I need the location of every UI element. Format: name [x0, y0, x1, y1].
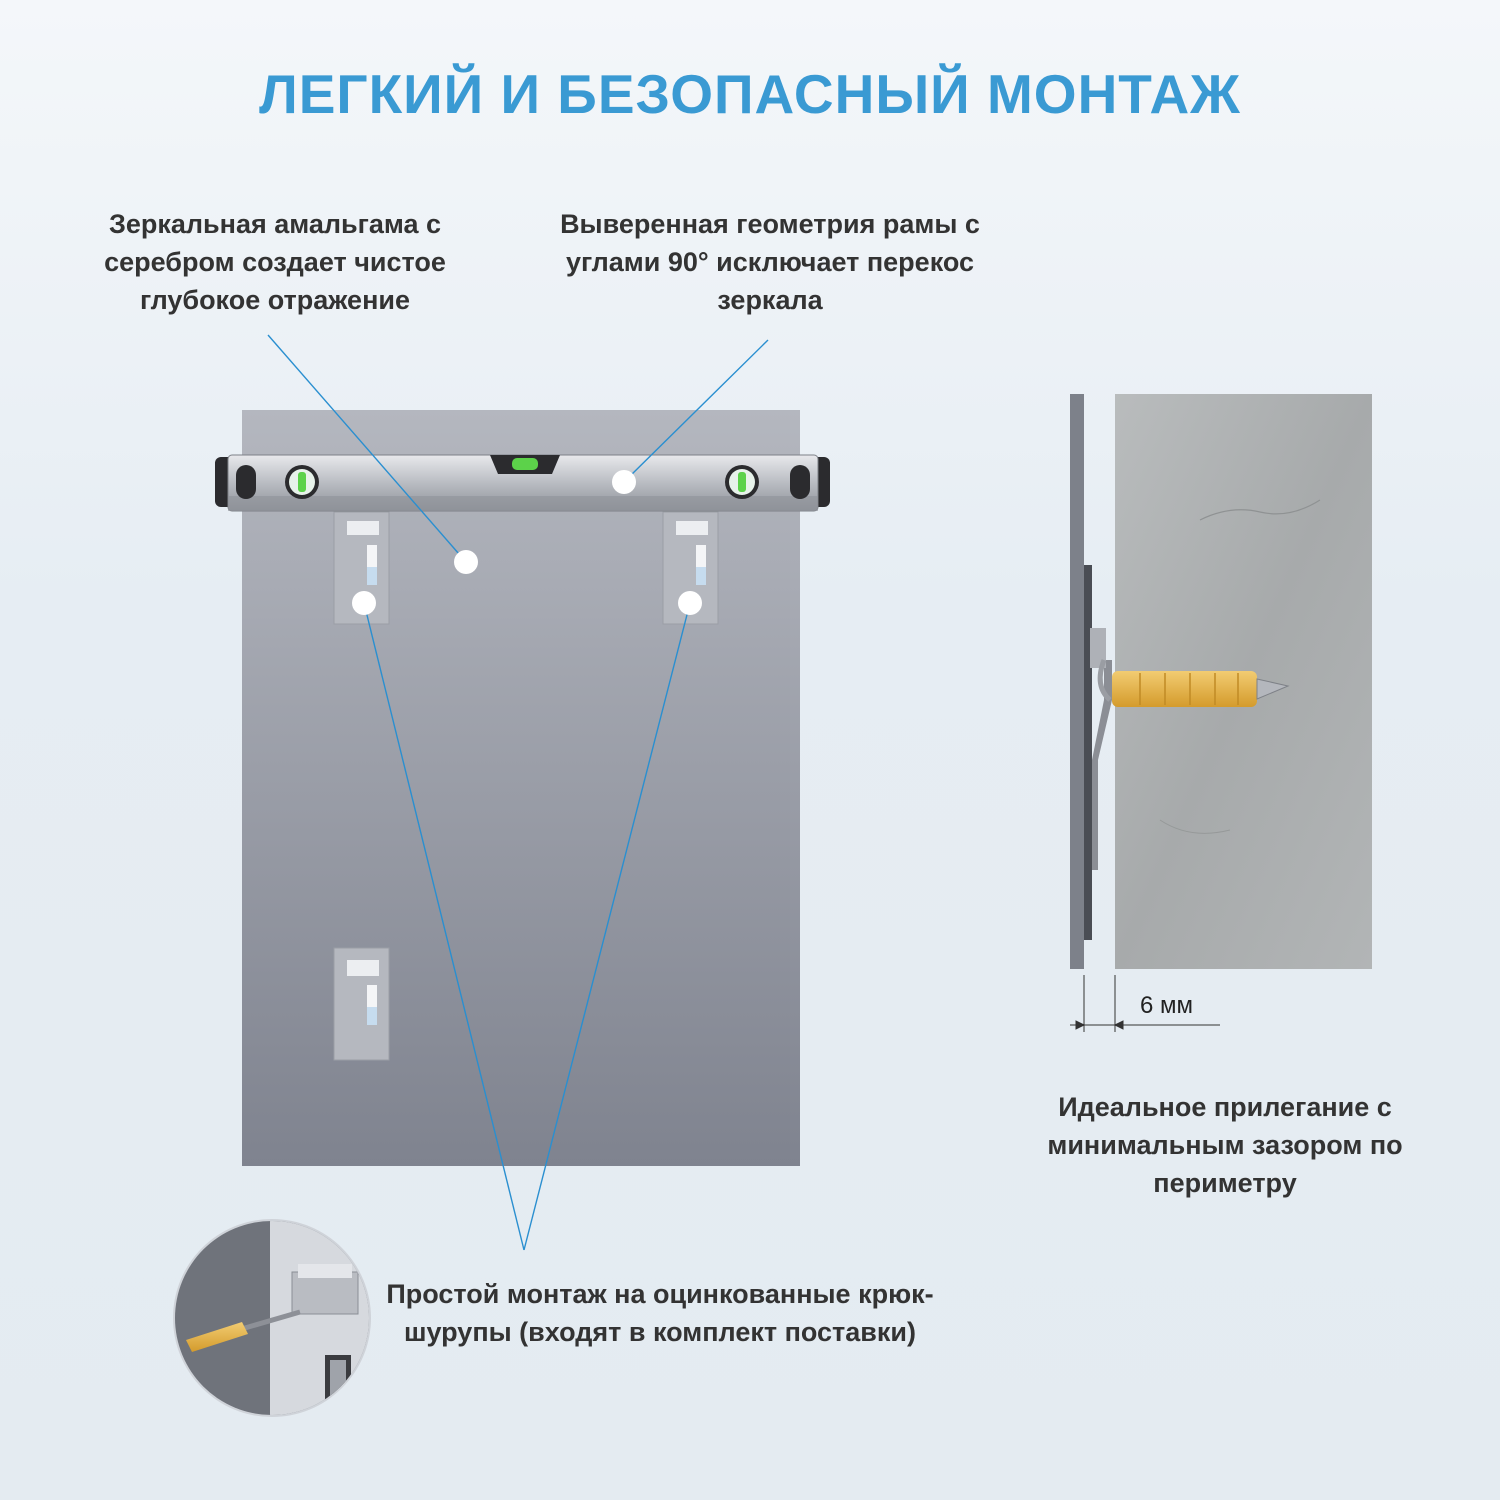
mount-detail-circle [170, 1215, 390, 1425]
gap-label: 6 мм [1140, 992, 1194, 1019]
callout-dot-amalgam [454, 550, 478, 574]
callout-dot-hook-right [678, 591, 702, 615]
callout-dot-hook-left [352, 591, 376, 615]
caption-amalgam: Зеркальная амальгама с серебром создает чистое глубокое отражение [104, 209, 446, 315]
callout-dot-geometry [612, 470, 636, 494]
page-title: ЛЕГКИЙ И БЕЗОПАСНЫЙ МОНТАЖ [259, 63, 1241, 125]
caption-fit: Идеальное прилегание с минимальным зазором по периметру [1047, 1092, 1403, 1198]
side-section [1070, 394, 1372, 969]
hook-bracket-icon [334, 948, 389, 1060]
caption-mount: Простой монтаж на оцинкованные крюк-шурупы (входят в комплект поставки) [386, 1279, 934, 1347]
spirit-level-icon [215, 455, 830, 511]
caption-geometry: Выверенная геометрия рамы с углами 90° исключает перекос зеркала [560, 209, 980, 315]
